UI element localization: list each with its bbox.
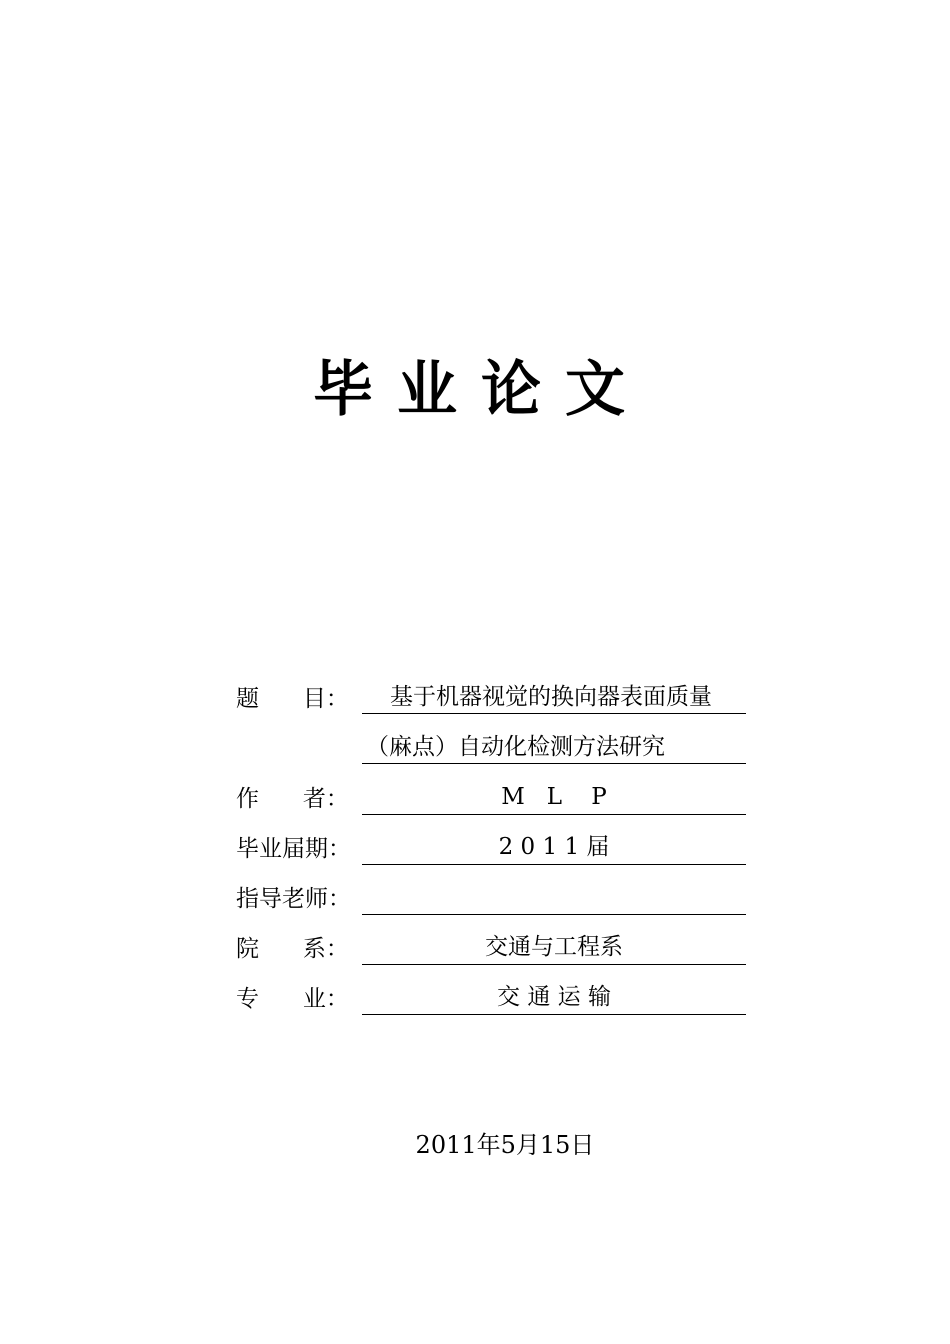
title-value-line2: （麻点）自动化检测方法研究 xyxy=(362,730,746,764)
author-row xyxy=(236,776,748,826)
title-row-continued xyxy=(236,726,748,776)
graduation-year-label: 毕业届期： xyxy=(236,836,351,862)
thesis-heading: 毕业论文 xyxy=(313,355,649,425)
title-label: 题 目： xyxy=(236,686,349,712)
graduation-year-row xyxy=(236,826,748,876)
major-label: 专 业： xyxy=(236,986,349,1012)
author-value: M L P xyxy=(362,780,746,815)
graduation-year-value: 2 0 1 1 届 xyxy=(362,830,746,865)
department-value: 交通与工程系 xyxy=(362,930,746,965)
title-value-line1: 基于机器视觉的换向器表面质量 xyxy=(362,680,746,714)
major-row xyxy=(236,976,748,1026)
advisor-label: 指导老师： xyxy=(236,886,351,912)
submission-date: 2011年5月15日 xyxy=(415,1131,595,1159)
advisor-value xyxy=(362,880,746,915)
author-label: 作 者： xyxy=(236,786,349,812)
title-row xyxy=(236,676,748,726)
cover-info-block xyxy=(236,676,748,1026)
department-label: 院 系： xyxy=(236,936,349,962)
department-row xyxy=(236,926,748,976)
major-value: 交 通 运 输 xyxy=(362,980,746,1015)
advisor-row xyxy=(236,876,748,926)
